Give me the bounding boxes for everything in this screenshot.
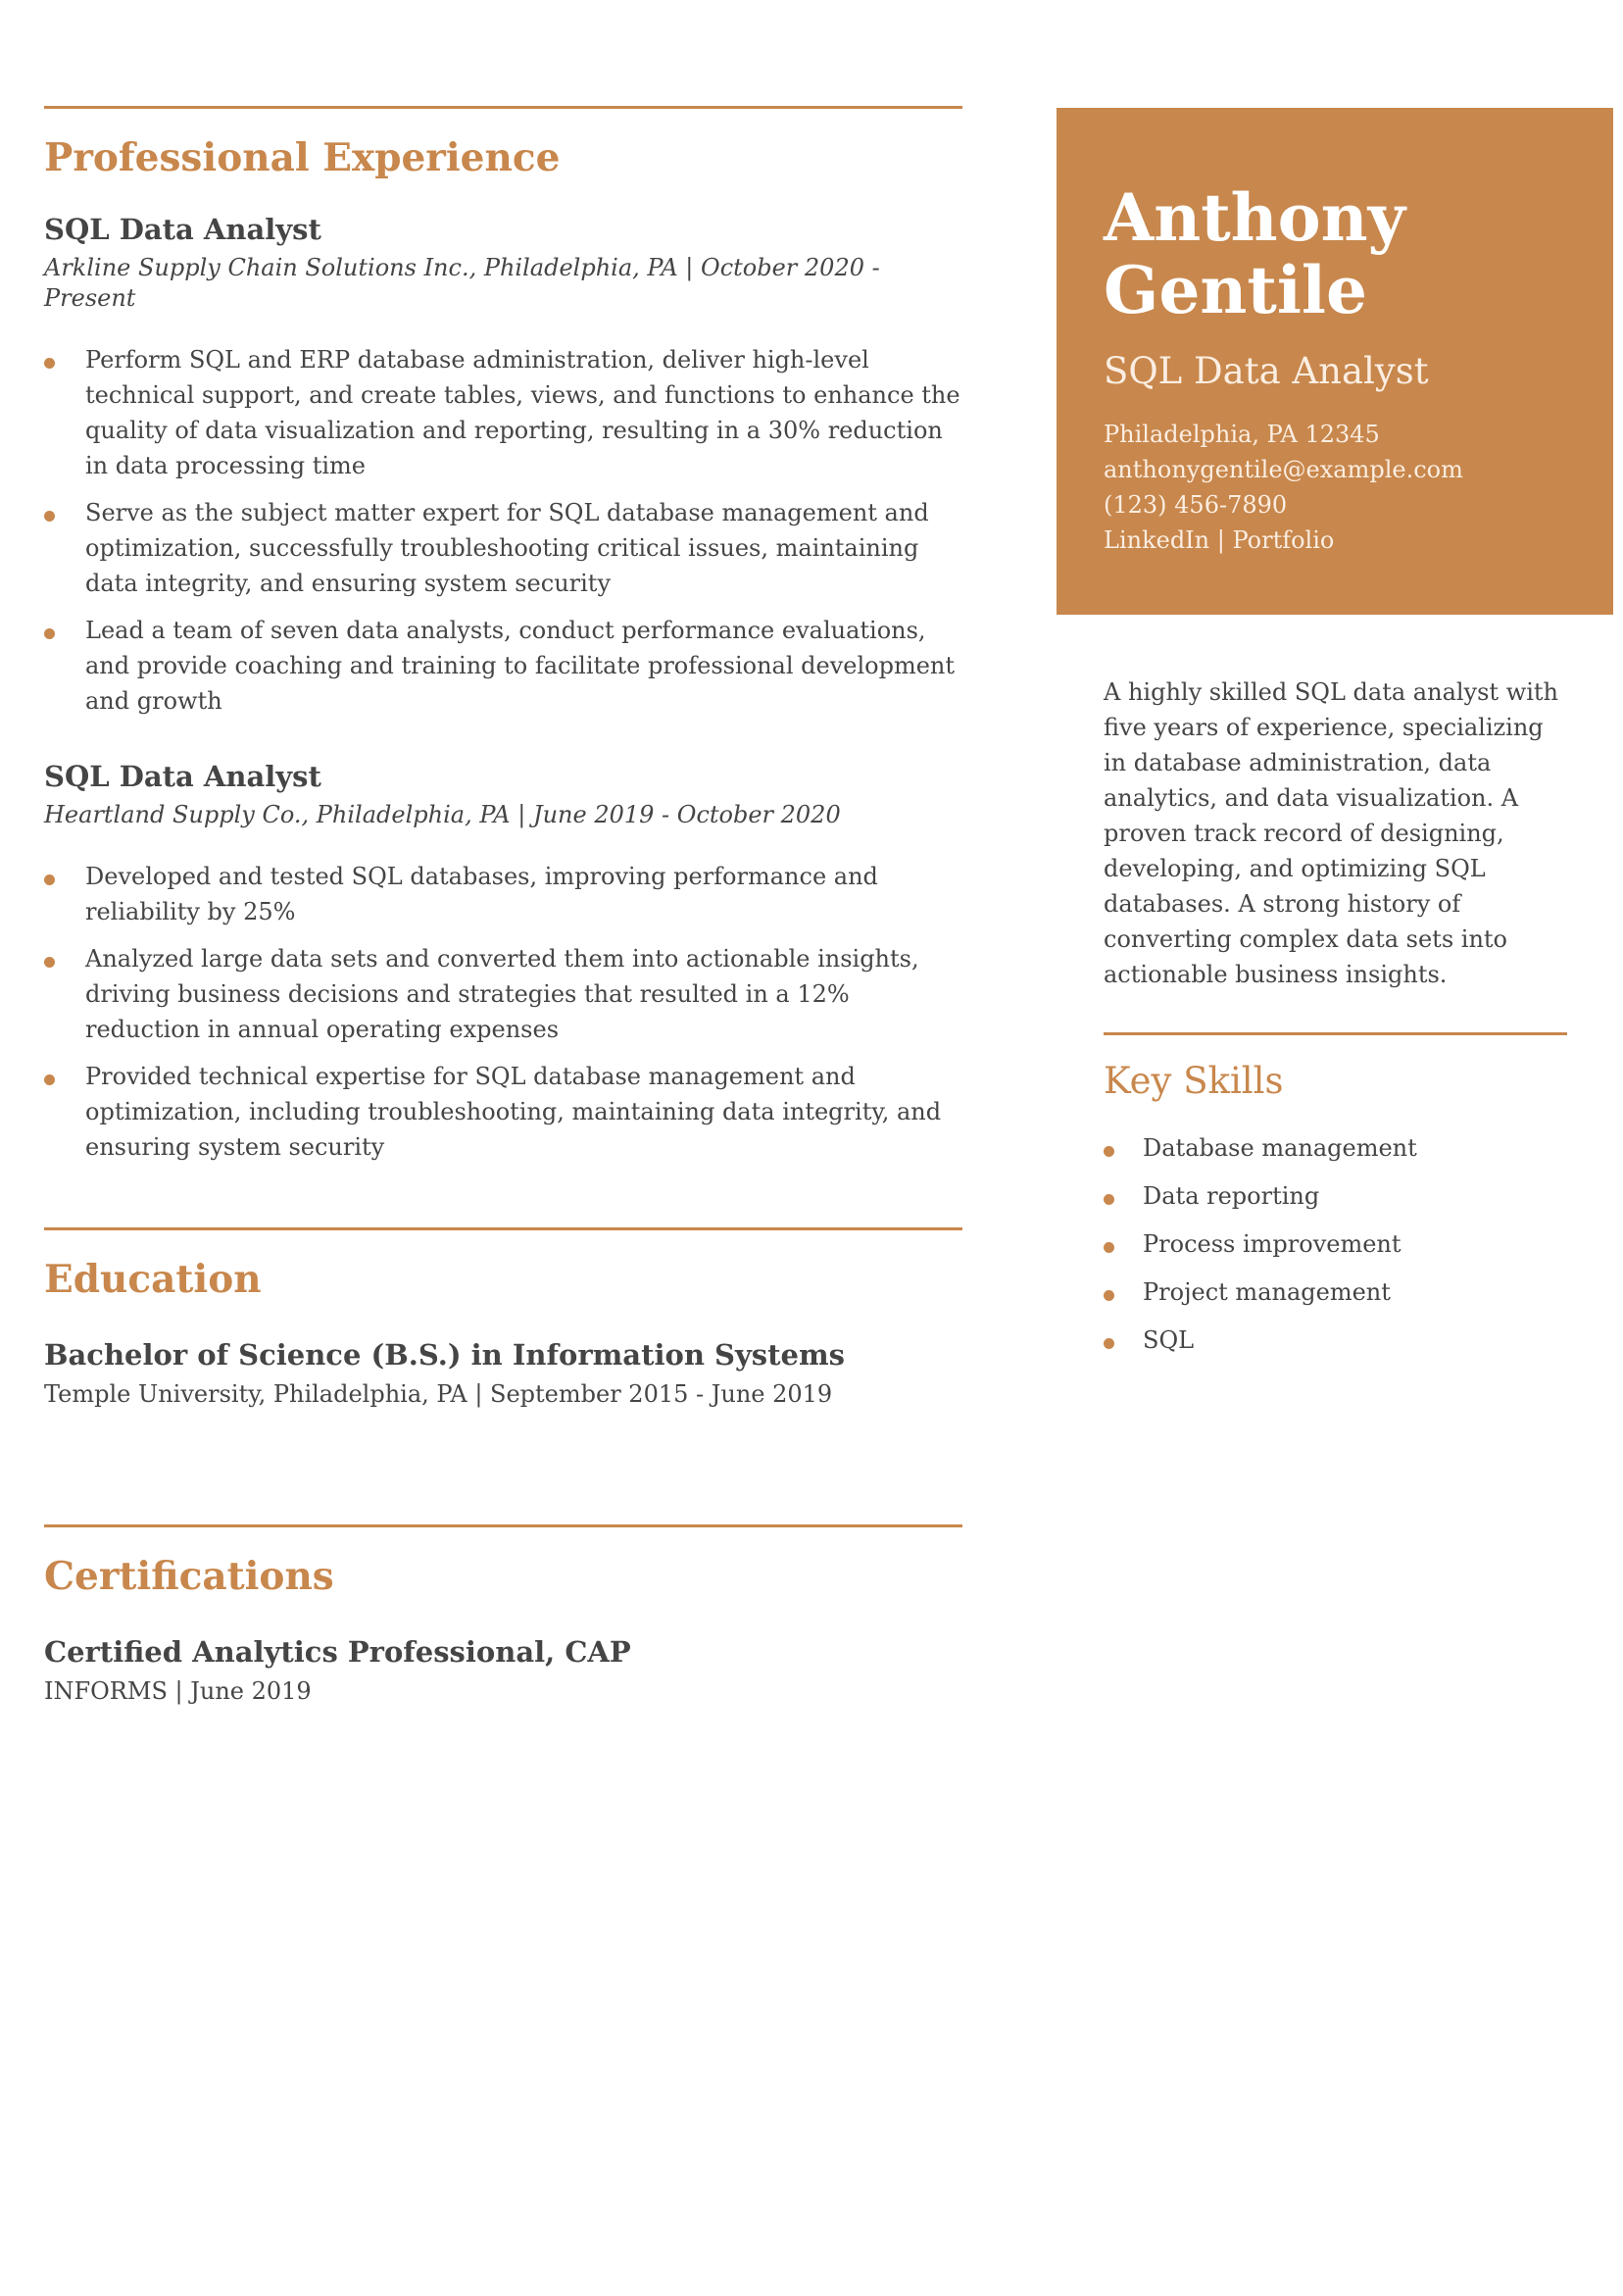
job-employer-dates: Arkline Supply Chain Solutions Inc., Philadelphia, PA | October 2020 - Present [44,253,880,312]
job-bullets [44,342,962,719]
section-title-experience: Professional Experience [44,135,561,180]
job-title: SQL Data Analyst [44,213,321,246]
skill-item: Data reporting [1104,1178,1567,1214]
skill-item: Project management [1104,1274,1567,1310]
job-bullet: Perform SQL and ERP database administration, deliver high-level technical support, and create tables, views, and functions to enhance the quality of data visualization and reporting, resulting in a 30% reduction in data processing time [44,342,962,483]
job-bullet: Lead a team of seven data analysts, conduct performance evaluations, and provide coaching and training to facilitate professional development and growth [44,613,962,719]
profile-summary: A highly skilled SQL data analyst with five years of experience, specializing in database administration, data analytics, and data visualization. A proven track record of designing, developing, and optimizing SQL databases. A strong history of converting complex data sets into actionable business insights. [1104,678,1559,988]
section-title-certifications: Certifications [44,1554,334,1599]
certifications-section [44,1524,962,1707]
contact-phone: (123) 456-7890 [1104,491,1288,520]
job-entry [44,213,962,719]
section-divider [44,1227,962,1230]
candidate-role: SQL Data Analyst [1104,350,1429,392]
skills-section [1104,1032,1567,1371]
section-divider [1104,1032,1567,1035]
section-title-education: Education [44,1257,262,1302]
job-bullet: Provided technical expertise for SQL database management and optimization, including troubleshooting, maintaining data integrity, and ensuring system security [44,1059,962,1165]
job-title: SQL Data Analyst [44,760,321,794]
experience-section [44,106,962,1165]
certification-detail: INFORMS | June 2019 [44,1676,312,1705]
portfolio-link[interactable]: Portfolio [1232,526,1335,555]
candidate-name [1104,181,1613,326]
job-bullets [44,859,962,1165]
link-separator: | [1209,526,1233,555]
certification-title: Certified Analytics Professional, CAP [44,1635,631,1669]
education-section [44,1227,962,1410]
job-entry [44,760,962,1165]
job-employer-dates: Heartland Supply Co., Philadelphia, PA | June 2019 - October 2020 [44,800,841,828]
section-divider [44,1524,962,1527]
name-header-box [1057,108,1613,615]
job-bullet: Serve as the subject matter expert for SQL database management and optimization, successfully troubleshooting critical issues, maintaining data integrity, and ensuring system security [44,495,962,601]
skills-list [1104,1130,1567,1358]
degree-detail: Temple University, Philadelphia, PA | September 2015 - June 2019 [44,1379,833,1408]
section-divider [44,106,962,109]
main-column [44,106,962,1705]
skill-item: Process improvement [1104,1226,1567,1262]
candidate-first-name: Anthony [1104,179,1406,256]
job-bullet: Analyzed large data sets and converted them into actionable insights, driving business decisions and strategies that resulted in a 12% reduction in annual operating expenses [44,941,962,1047]
contact-location: Philadelphia, PA 12345 [1104,421,1380,449]
contact-info [1104,417,1613,558]
contact-email[interactable]: anthonygentile@example.com [1104,456,1463,484]
linkedin-link[interactable]: LinkedIn [1104,526,1210,555]
section-title-skills: Key Skills [1104,1060,1284,1102]
degree-title: Bachelor of Science (B.S.) in Information Systems [44,1338,845,1372]
contact-links [1104,523,1613,558]
job-bullet: Developed and tested SQL databases, improving performance and reliability by 25% [44,859,962,929]
candidate-last-name: Gentile [1104,252,1367,328]
skill-item: Database management [1104,1130,1567,1166]
skill-item: SQL [1104,1323,1567,1358]
